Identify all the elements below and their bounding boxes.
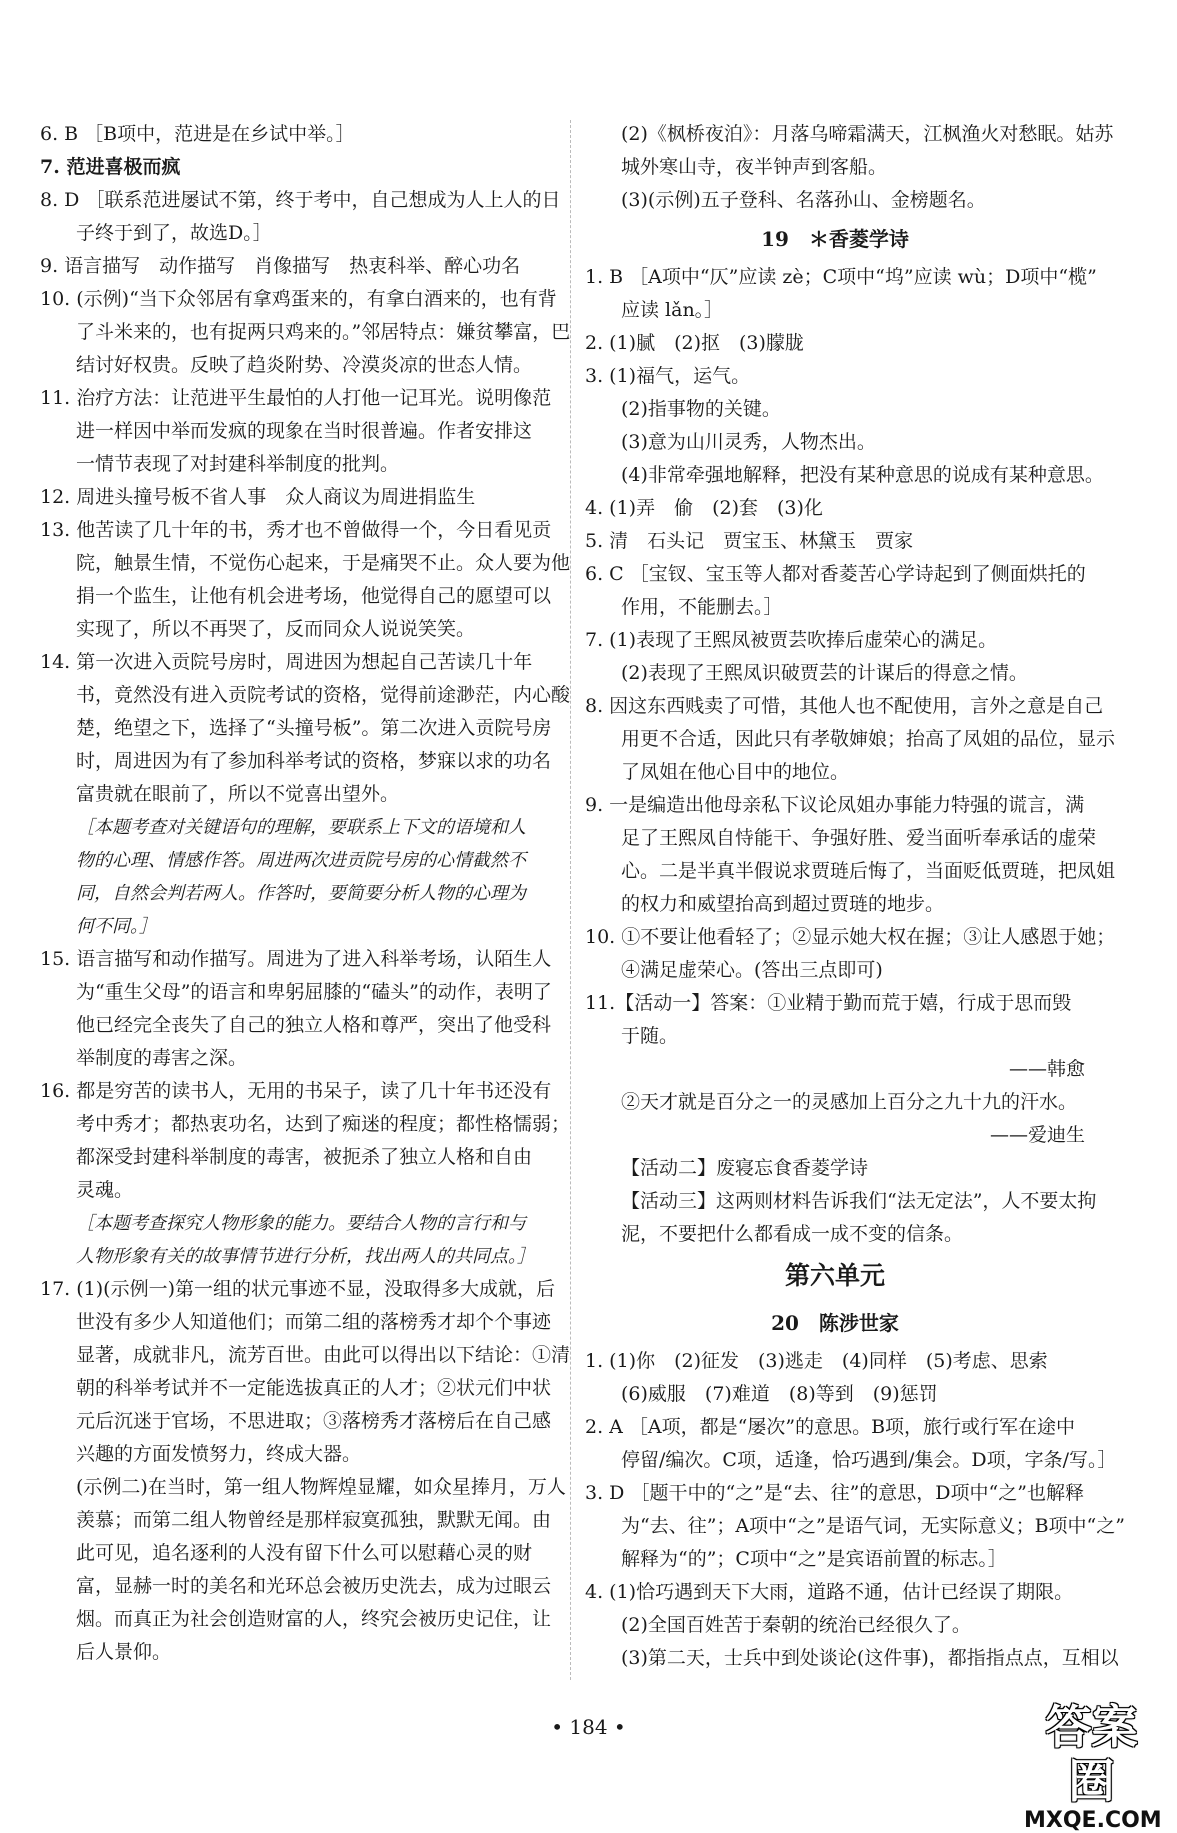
left-text-line: 都深受封建科举制度的毒害，被扼杀了独立人格和自由 [76,1146,533,1168]
left-text-line: 楚，绝望之下，选择了“头撞号板”。第二次进入贡院号房 [76,717,552,739]
left-text-line: 同，自然会判若两人。作答时，要简要分析人物的心理为 [76,883,526,904]
left-text-line: 为“重生父母”的语言和卑躬屈膝的“磕头”的动作，表明了 [76,981,552,1003]
right-text-line: 【活动二】废寝忘食香菱学诗 [621,1157,869,1179]
watermark-url: MXQE.COM [1024,1808,1162,1833]
left-text-line: 朝的科举考试并不一定能选拔真正的人才；②状元们中状 [76,1377,552,1399]
left-text-line: 时，周进因为有了参加科举考试的资格，梦寐以求的功名 [76,750,552,772]
watermark-logo [1024,1700,1162,1833]
left-text-line: 兴趣的方面发愤努力，终成大器。 [76,1443,362,1465]
right-text-line: 城外寒山寺，夜半钟声到客船。 [621,156,888,178]
left-text-line: 何不同。］ [76,916,157,937]
left-text-line: 灵魂。 [76,1179,134,1201]
left-column [40,118,571,1669]
right-text-line: 足了王熙凤自恃能干、争强好胜、爱当面听奉承话的虚荣 [621,827,1097,849]
right-text-line: (2)指事物的关键。 [621,398,781,420]
right-text-line: 2. A ［A项，都是“屡次”的意思。B项，旅行或行军在途中 [585,1416,1076,1438]
right-text-line: (2)《枫桥夜泊》：月落乌啼霜满天，江枫渔火对愁眠。姑苏 [621,123,1114,145]
left-text-line: 院，触景生情，不觉伤心起来，于是痛哭不止。众人要为他 [76,552,571,574]
left-text-line: 8. D ［联系范进屡试不第，终于考中，自己想成为人上人的日 [40,189,561,211]
left-text-line: 考中秀才；都热衷功名，达到了痴迷的程度；都性格懦弱； [76,1113,571,1135]
left-text-line: 进一样因中举而发疯的现象在当时很普遍。作者安排这 [76,420,533,442]
right-text-line: (3)第二天，士兵中到处谈论(这件事)，都指指点点，互相以 [621,1647,1119,1669]
watermark-logo-text: 答案圈 [1045,1700,1138,1808]
right-text-line: 为“去、往”；A项中“之”是语气词，无实际意义；B项中“之” [621,1515,1125,1537]
right-text-line: 1. B ［A项中“仄”应读 zè；C项中“坞”应读 wù；D项中“榄” [585,266,1097,288]
right-text-line: 停留/编次。C项，适逢，恰巧遇到/集会。D项，字条/写。］ [621,1449,1117,1471]
right-text-line: 泥，不要把什么都看成一成不变的信条。 [621,1223,964,1245]
right-text-line: 10. ①不要让他看轻了；②显示她大权在握；③让人感恩于她； [585,926,1116,948]
right-text-line: ——韩愈 [1008,1058,1085,1080]
right-text-line: (4)非常牵强地解释，把没有某种意思的说成有某种意思。 [621,464,1104,486]
right-text-line: 1. (1)你 (2)征发 (3)逃走 (4)同样 (5)考虑、思索 [585,1350,1048,1372]
left-text-line: 7. 范进喜极而疯 [40,156,181,178]
right-text-line: (6)威服 (7)难道 (8)等到 (9)惩罚 [621,1383,938,1405]
right-text-line: ④满足虚荣心。(答出三点即可) [621,959,883,981]
column-divider [570,120,571,1680]
left-text-line: 14. 第一次进入贡院号房时，周进因为想起自己苦读几十年 [40,651,533,673]
left-text-line: 子终于到了，故选D。］ [76,222,272,244]
right-text-line: 心。二是半真半假说求贾琏后悔了，当面贬低贾琏，把凤姐 [621,860,1116,882]
right-text-line: (2)表现了王熙凤识破贾芸的计谋后的得意之情。 [621,662,1028,684]
right-text-line: 4. (1)恰巧遇到天下大雨，道路不通，估计已经误了期限。 [585,1581,1074,1603]
left-text-line: 物的心理、情感作答。周进两次进贡院号房的心情截然不 [76,850,526,871]
right-text-line: 6. C ［宝钗、宝玉等人都对香菱苦心学诗起到了侧面烘托的 [585,563,1086,585]
right-text-line: 了凤姐在他心目中的地位。 [621,761,850,783]
right-text-line: 作用，不能删去。］ [621,596,783,618]
left-text-line: 16. 都是穷苦的读书人，无用的书呆子，读了几十年书还没有 [40,1080,552,1102]
right-text-line: 5. 清 石头记 贾宝玉、林黛玉 贾家 [585,530,914,552]
right-text-line: 第六单元 [784,1261,885,1290]
right-text-line: 3. D ［题干中的“之”是“去、往”的意思，D项中“之”也解释 [585,1482,1084,1504]
left-text-line: (示例二)在当时，第一组人物辉煌显耀，如众星捧月，万人 [76,1476,566,1498]
left-text-line: 结讨好权贵。反映了趋炎附势、冷漠炎凉的世态人情。 [76,354,533,376]
right-text-line: ②天才就是百分之一的灵感加上百分之九十九的汗水。 [621,1091,1078,1113]
left-text-line: 11. 治疗方法：让范进平生最怕的人打他一记耳光。说明像范 [40,387,552,409]
right-text-line: 19 ＊香菱学诗 [761,227,909,251]
left-text-line: 6. B ［B项中，范进是在乡试中举。］ [40,123,355,145]
right-text-line: 11.【活动一】答案：①业精于勤而荒于嬉，行成于思而毁 [585,992,1072,1014]
left-text-line: 12. 周进头撞号板不省人事 众人商议为周进捐监生 [40,486,476,508]
left-text-line: 此可见，追名逐利的人没有留下什么可以慰藉心灵的财 [76,1542,533,1564]
right-text-line: 7. (1)表现了王熙凤被贾芸吹捧后虚荣心的满足。 [585,629,998,651]
left-text-line: 一情节表现了对封建科举制度的批判。 [76,453,400,475]
right-text-line: (3)意为山川灵秀，人物杰出。 [621,431,876,453]
left-text-line: 人物形象有关的故事情节进行分析，找出两人的共同点。］ [76,1246,535,1267]
left-text-line: 书，竟然没有进入贡院考试的资格，觉得前途渺茫，内心酸 [76,684,571,706]
right-text-line: 用更不合适，因此只有孝敬婶娘；抬高了凤姐的品位，显示 [621,728,1116,750]
right-text-line: 解释为“的”；C项中“之”是宾语前置的标志。］ [621,1548,1007,1570]
left-text-line: 富，显赫一时的美名和光环总会被历史洗去，成为过眼云 [76,1575,552,1597]
right-text-line: 3. (1)福气，运气。 [585,365,751,387]
left-text-line: 显著，成就非凡，流芳百世。由此可以得出以下结论：①清 [76,1344,571,1366]
left-text-line: 元后沉迷于官场，不思进取；③落榜秀才落榜后在自己感 [76,1410,552,1432]
right-text-line: 【活动三】这两则材料告诉我们“法无定法”，人不要太拘 [621,1190,1097,1212]
left-text-line: ［本题考查探究人物形象的能力。要结合人物的言行和与 [76,1213,526,1234]
left-text-line: 17. (1)(示例一)第一组的状元事迹不显，没取得多大成就，后 [40,1278,555,1300]
left-text-line: 10. (示例)“当下众邻居有拿鸡蛋来的，有拿白酒来的，也有背 [40,288,557,310]
left-text-line: 9. 语言描写 动作描写 肖像描写 热衷科举、醉心功名 [40,255,521,277]
page-number: • 184 • [551,1715,626,1739]
left-text-line: 烟。而真正为社会创造财富的人，终究会被历史记住，让 [76,1608,552,1630]
right-text-line: 9. 一是编造出他母亲私下议论凤姐办事能力特强的谎言，满 [585,794,1085,816]
left-text-line: 世没有多少人知道他们；而第二组的落榜秀才却个个事迹 [76,1311,552,1333]
left-text-line: 后人景仰。 [76,1641,172,1663]
left-text-line: 羡慕；而第二组人物曾经是那样寂寞孤独，默默无闻。由 [76,1509,552,1531]
right-text-line: 4. (1)弄 偷 (2)套 (3)化 [585,497,823,519]
right-text-line: ——爱迪生 [989,1124,1085,1146]
right-text-line: (3)(示例)五子登科、名落孙山、金榜题名。 [621,189,986,211]
right-text-line: 20 陈涉世家 [771,1311,899,1335]
left-text-line: 富贵就在眼前了，所以不觉喜出望外。 [76,783,400,805]
left-text-line: ［本题考查对关键语句的理解，要联系上下文的语境和人 [76,817,526,838]
left-text-line: 了斗米来的，也有捉两只鸡来的。”邻居特点：嫌贫攀富，巴 [76,321,571,343]
right-text-line: 于随。 [621,1025,679,1047]
left-text-line: 15. 语言描写和动作描写。周进为了进入科举考场，认陌生人 [40,948,552,970]
left-text-line: 捐一个监生，让他有机会进考场，他觉得自己的愿望可以 [76,585,552,607]
right-text-line: 2. (1)腻 (2)抠 (3)朦胧 [585,332,804,354]
left-text-line: 举制度的毒害之深。 [76,1047,248,1069]
right-text-line: (2)全国百姓苦于秦朝的统治已经很久了。 [621,1614,971,1636]
right-column [585,118,1125,1675]
left-text-line: 实现了，所以不再哭了，反而同众人说说笑笑。 [76,618,476,640]
right-text-line: 的权力和威望抬高到超过贾琏的地步。 [621,893,945,915]
left-text-line: 他已经完全丧失了自己的独立人格和尊严，突出了他受科 [76,1014,552,1036]
left-text-line: 13. 他苦读了几十年的书，秀才也不曾做得一个，今日看见贡 [40,519,552,541]
right-text-line: 应读 lǎn。］ [621,299,724,321]
right-text-line: 8. 因这东西贱卖了可惜，其他人也不配使用，言外之意是自己 [585,695,1104,717]
